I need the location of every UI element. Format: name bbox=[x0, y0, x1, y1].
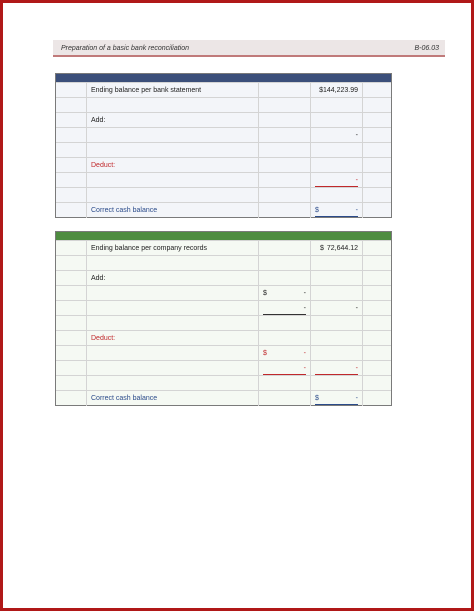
table-cell[interactable] bbox=[258, 376, 310, 391]
table-cell[interactable] bbox=[56, 113, 86, 128]
table-row bbox=[56, 187, 391, 202]
bank-correct-dollar: $ bbox=[315, 207, 319, 214]
bank-table-header-bar bbox=[56, 74, 391, 82]
table-row bbox=[56, 112, 391, 127]
table-cell[interactable] bbox=[362, 376, 393, 391]
table-cell[interactable] bbox=[362, 98, 393, 113]
table-cell[interactable] bbox=[56, 241, 86, 256]
table-cell[interactable] bbox=[310, 188, 362, 203]
table-cell[interactable] bbox=[86, 173, 258, 188]
worksheet-code: B-06.03 bbox=[414, 45, 439, 52]
table-cell[interactable] bbox=[258, 143, 310, 158]
company-deduct-item-1: - bbox=[303, 350, 306, 357]
table-cell[interactable] bbox=[258, 128, 310, 143]
table-cell[interactable] bbox=[310, 256, 362, 271]
table-cell[interactable] bbox=[258, 241, 310, 256]
table-cell[interactable] bbox=[258, 391, 310, 406]
table-row bbox=[56, 82, 391, 97]
table-cell[interactable] bbox=[258, 83, 310, 98]
table-cell[interactable] bbox=[310, 173, 362, 188]
table-cell[interactable] bbox=[258, 203, 310, 218]
company-deduct-label: Deduct: bbox=[91, 335, 116, 342]
table-cell[interactable] bbox=[56, 301, 86, 316]
table-cell[interactable] bbox=[258, 301, 310, 316]
table-cell[interactable] bbox=[362, 173, 393, 188]
company-ending-dollar: $ bbox=[320, 245, 324, 252]
table-cell[interactable] bbox=[258, 331, 310, 346]
table-cell[interactable] bbox=[56, 346, 86, 361]
table-cell[interactable] bbox=[362, 113, 393, 128]
table-row bbox=[56, 360, 391, 375]
company-deduct-total: - bbox=[355, 365, 358, 372]
company-add-total: - bbox=[355, 305, 358, 312]
table-cell[interactable] bbox=[362, 361, 393, 376]
table-cell[interactable] bbox=[362, 143, 393, 158]
table-cell[interactable] bbox=[258, 361, 310, 376]
table-cell[interactable] bbox=[258, 188, 310, 203]
table-cell[interactable] bbox=[310, 113, 362, 128]
table-cell[interactable] bbox=[56, 361, 86, 376]
company-add-label: Add: bbox=[91, 275, 106, 282]
table-cell[interactable] bbox=[86, 158, 258, 173]
table-row bbox=[56, 142, 391, 157]
table-cell[interactable] bbox=[56, 376, 86, 391]
table-cell[interactable] bbox=[258, 158, 310, 173]
worksheet-title: Preparation of a basic bank reconciliation bbox=[61, 45, 190, 52]
table-cell[interactable] bbox=[86, 316, 258, 331]
table-cell[interactable] bbox=[310, 83, 362, 98]
bank-ending-value: $144,223.99 bbox=[319, 87, 358, 94]
table-cell[interactable] bbox=[56, 316, 86, 331]
table-cell[interactable] bbox=[56, 271, 86, 286]
table-cell[interactable] bbox=[86, 271, 258, 286]
table-cell[interactable] bbox=[362, 286, 393, 301]
underline bbox=[315, 216, 358, 217]
table-row bbox=[56, 172, 391, 187]
table-cell[interactable] bbox=[310, 361, 362, 376]
table-cell[interactable] bbox=[86, 286, 258, 301]
table-cell[interactable] bbox=[86, 346, 258, 361]
bank-deduct-label: Deduct: bbox=[91, 162, 116, 169]
table-row bbox=[56, 127, 391, 142]
table-cell[interactable] bbox=[310, 128, 362, 143]
company-deduct-item-2: - bbox=[303, 365, 306, 372]
table-cell[interactable] bbox=[56, 158, 86, 173]
bank-ending-label: Ending balance per bank statement bbox=[91, 87, 202, 94]
bank-add-label: Add: bbox=[91, 117, 106, 124]
company-add-item-2: - bbox=[303, 305, 306, 312]
table-cell[interactable] bbox=[362, 301, 393, 316]
table-row bbox=[56, 300, 391, 315]
table-cell[interactable] bbox=[310, 391, 362, 406]
bank-correct-label: Correct cash balance bbox=[91, 207, 158, 214]
company-ending-value: 72,644.12 bbox=[326, 245, 358, 252]
worksheet-header bbox=[53, 40, 445, 57]
table-cell[interactable] bbox=[310, 316, 362, 331]
table-cell[interactable] bbox=[362, 158, 393, 173]
table-row bbox=[56, 330, 391, 345]
bank-add-total: - bbox=[355, 132, 358, 139]
table-cell[interactable] bbox=[258, 173, 310, 188]
table-row bbox=[56, 315, 391, 330]
table-cell[interactable] bbox=[362, 128, 393, 143]
underline bbox=[315, 404, 358, 405]
table-cell[interactable] bbox=[86, 376, 258, 391]
table-cell[interactable] bbox=[362, 188, 393, 203]
bank-deduct-total: - bbox=[355, 177, 358, 184]
table-row bbox=[56, 375, 391, 390]
table-cell[interactable] bbox=[310, 98, 362, 113]
bank-reconciliation-table bbox=[55, 73, 392, 218]
table-row bbox=[56, 285, 391, 300]
bank-correct-value: - bbox=[355, 207, 358, 214]
table-cell[interactable] bbox=[56, 203, 86, 218]
table-row bbox=[56, 202, 391, 217]
table-cell[interactable] bbox=[258, 98, 310, 113]
company-ending-label: Ending balance per company records bbox=[91, 245, 207, 252]
table-cell[interactable] bbox=[86, 113, 258, 128]
table-cell[interactable] bbox=[86, 241, 258, 256]
company-correct-dollar: $ bbox=[315, 395, 319, 402]
table-cell[interactable] bbox=[258, 286, 310, 301]
table-cell[interactable] bbox=[86, 301, 258, 316]
table-row bbox=[56, 345, 391, 360]
table-row bbox=[56, 240, 391, 255]
table-row bbox=[56, 390, 391, 405]
table-cell[interactable] bbox=[362, 203, 393, 218]
table-cell[interactable] bbox=[362, 316, 393, 331]
table-cell[interactable] bbox=[86, 98, 258, 113]
table-cell[interactable] bbox=[86, 391, 258, 406]
table-cell[interactable] bbox=[258, 113, 310, 128]
table-cell[interactable] bbox=[310, 203, 362, 218]
table-row bbox=[56, 255, 391, 270]
table-cell[interactable] bbox=[310, 301, 362, 316]
table-cell[interactable] bbox=[56, 128, 86, 143]
table-cell[interactable] bbox=[258, 346, 310, 361]
table-cell[interactable] bbox=[86, 188, 258, 203]
company-deduct-dollar: $ bbox=[263, 350, 267, 357]
table-cell[interactable] bbox=[86, 128, 258, 143]
table-cell[interactable] bbox=[310, 158, 362, 173]
company-add-item-1: - bbox=[303, 290, 306, 297]
table-cell[interactable] bbox=[56, 188, 86, 203]
table-cell[interactable] bbox=[310, 241, 362, 256]
table-row bbox=[56, 270, 391, 285]
table-cell[interactable] bbox=[310, 376, 362, 391]
table-row bbox=[56, 97, 391, 112]
company-table-header-bar bbox=[56, 232, 391, 240]
table-cell[interactable] bbox=[310, 271, 362, 286]
table-cell[interactable] bbox=[258, 256, 310, 271]
table-cell[interactable] bbox=[362, 256, 393, 271]
company-correct-value: - bbox=[355, 395, 358, 402]
table-cell[interactable] bbox=[362, 331, 393, 346]
table-cell[interactable] bbox=[86, 256, 258, 271]
table-cell[interactable] bbox=[362, 241, 393, 256]
table-cell[interactable] bbox=[310, 346, 362, 361]
company-reconciliation-table bbox=[55, 231, 392, 406]
table-cell[interactable] bbox=[310, 143, 362, 158]
table-cell[interactable] bbox=[362, 346, 393, 361]
company-add-dollar: $ bbox=[263, 290, 267, 297]
table-cell[interactable] bbox=[56, 391, 86, 406]
table-cell[interactable] bbox=[86, 361, 258, 376]
company-correct-label: Correct cash balance bbox=[91, 395, 158, 402]
table-cell[interactable] bbox=[258, 316, 310, 331]
table-cell[interactable] bbox=[56, 331, 86, 346]
table-cell[interactable] bbox=[362, 271, 393, 286]
table-cell[interactable] bbox=[258, 271, 310, 286]
table-cell[interactable] bbox=[56, 286, 86, 301]
table-cell[interactable] bbox=[362, 83, 393, 98]
table-cell[interactable] bbox=[310, 331, 362, 346]
table-cell[interactable] bbox=[86, 203, 258, 218]
table-cell[interactable] bbox=[86, 143, 258, 158]
table-row bbox=[56, 157, 391, 172]
table-cell[interactable] bbox=[56, 173, 86, 188]
table-cell[interactable] bbox=[56, 98, 86, 113]
table-cell[interactable] bbox=[362, 391, 393, 406]
table-cell[interactable] bbox=[310, 286, 362, 301]
table-cell[interactable] bbox=[56, 143, 86, 158]
table-cell[interactable] bbox=[56, 83, 86, 98]
table-cell[interactable] bbox=[86, 83, 258, 98]
table-cell[interactable] bbox=[86, 331, 258, 346]
table-cell[interactable] bbox=[56, 256, 86, 271]
